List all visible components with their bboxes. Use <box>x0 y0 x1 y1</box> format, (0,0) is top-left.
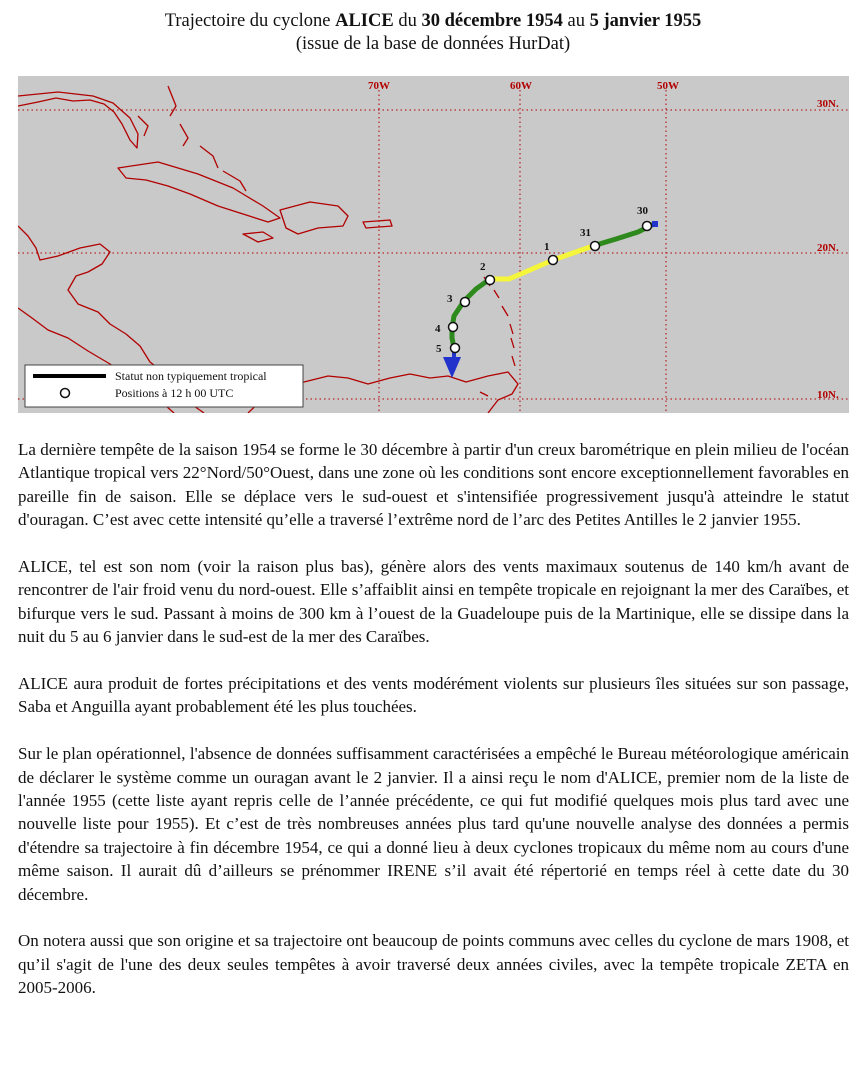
track-day-label: 1 <box>544 241 550 253</box>
track-day-label: 3 <box>447 293 453 305</box>
longitude-label: 60W <box>510 80 532 92</box>
track-map <box>18 76 849 413</box>
title-prefix: Trajectoire du cyclone <box>164 11 336 31</box>
legend-line-label: Statut non typiquement tropical <box>115 369 267 383</box>
title-connector: au <box>562 11 590 31</box>
legend-circle-label: Positions à 12 h 00 UTC <box>115 386 234 400</box>
track-day-label: 31 <box>580 227 591 239</box>
start-date: 30 décembre 1954 <box>421 11 563 31</box>
storm-name: ALICE <box>335 11 394 31</box>
longitude-label: 50W <box>657 80 679 92</box>
noon-position-marker <box>449 323 458 332</box>
latitude-label: 20N. <box>817 242 839 254</box>
noon-position-marker <box>451 344 460 353</box>
track-day-label: 2 <box>480 261 486 273</box>
noon-position-marker <box>643 222 652 231</box>
paragraph: Sur le plan opérationnel, l'absence de données suffisamment caractérisées a empêché le Bureau météorologique américain de déclarer le système comme un ouragan avant le 2 janvier. Il a ainsi reçu le nom d'ALICE, premier nom de la liste de l'année 1955 (cette liste ayant repris celle de l’année précédente, ce qui fut modifié quelques mois plus tard avec une nouvelle liste pour 1955). Et c’est de très nombreuses années plus tard qu'une nouvelle analyse des données a permis d'étendre sa trajectoire à fin décembre 1954, ce qui a donné lieu à deux cyclones tropicaux du même nom au cours d'une même saison. Il aurait dû d’ailleurs se prénommer IRENE s’il avait été répertorié en temps réel à cette date du 30 décembre. <box>18 744 849 904</box>
title-connector: du <box>393 11 422 31</box>
latitude-label: 10N. <box>817 389 839 401</box>
track-day-label: 4 <box>435 323 441 335</box>
noon-position-marker <box>461 298 470 307</box>
legend-circle-icon <box>61 389 70 398</box>
noon-position-marker <box>591 242 600 251</box>
end-date: 5 janvier 1955 <box>589 11 702 31</box>
article-body <box>18 438 849 1023</box>
track-start-marker <box>652 221 658 227</box>
latitude-label: 30N. <box>817 98 839 110</box>
longitude-label: 70W <box>368 80 390 92</box>
paragraph: La dernière tempête de la saison 1954 se forme le 30 décembre à partir d'un creux barométrique en plein milieu de l'océan Atlantique tropical vers 22°Nord/50°Ouest, dans une zone où les conditions sont encore exceptionnellement favorables en pareille fin de saison. Elle se déplace vers le sud-ouest et s'intensifiée progressivement jusqu'à atteindre le statut d'ouragan. C’est avec cette intensité qu’elle a traversé l’extrême nord de l’arc des Petites Antilles le 2 janvier 1955. <box>18 440 849 530</box>
track-day-label: 5 <box>436 343 442 355</box>
map-legend <box>25 365 303 407</box>
paragraph: ALICE, tel est son nom (voir la raison plus bas), génère alors des vents maximaux soutenus de 140 km/h avant de rencontrer de l'air froid venu du nord-ouest. Elle s’affaiblit ainsi en tempête tropicale en rejoignant la mer des Caraïbes, et bifurque vers le sud. Passant à moins de 300 km à l’ouest de la Guadeloupe puis de la Martinique, elle se dissipe dans la nuit du 5 au 6 janvier dans le sud-est de la mer des Caraïbes. <box>18 557 849 647</box>
title-subtitle: (issue de la base de données HurDat) <box>295 34 571 54</box>
track-day-label: 30 <box>637 205 648 217</box>
paragraph: ALICE aura produit de fortes précipitations et des vents modérément violents sur plusieurs îles situées sur son passage, Saba et Anguilla ayant probablement été les plus touchées. <box>18 674 849 717</box>
ocean-background <box>18 76 849 413</box>
title-line <box>0 10 866 33</box>
paragraph: On notera aussi que son origine et sa trajectoire ont beaucoup de points communs avec celles du cyclone de mars 1908, et qu’il s'agit de l'une des deux seules tempêtes à avoir traversé deux années civiles, avec la tempête tropicale ZETA en 2005-2006. <box>18 931 849 998</box>
noon-position-marker <box>549 256 558 265</box>
map-title <box>0 10 866 56</box>
noon-position-marker <box>486 276 495 285</box>
